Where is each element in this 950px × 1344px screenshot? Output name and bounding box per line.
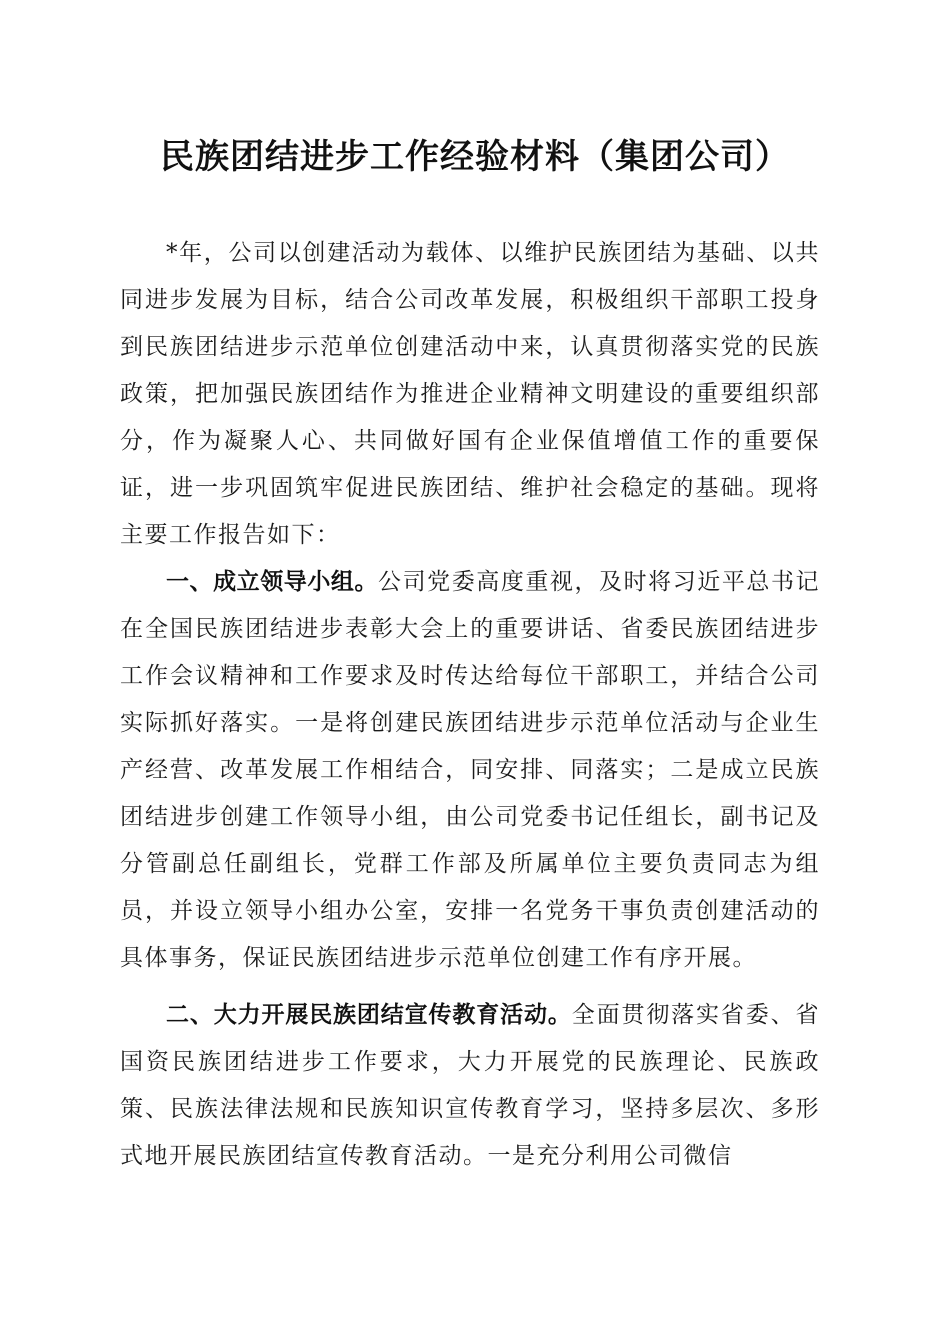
section-2-text: 全面贯彻落实省委、省国资民族团结进步工作要求，大力开展党的民族理论、民族政策、民族法律法规和民族知识宣传教育学习，坚持多层次、多形式地开展民族团结宣传教育活动。一是充分利用公司微信 xyxy=(120,1002,821,1169)
section-1-heading: 一、成立领导小组。 xyxy=(166,569,379,595)
section-1-paragraph xyxy=(120,559,820,982)
section-2-heading: 二、大力开展民族团结宣传教育活动。 xyxy=(166,1002,572,1028)
section-2-paragraph xyxy=(120,992,820,1180)
section-1-text: 公司党委高度重视，及时将习近平总书记在全国民族团结进步表彰大会上的重要讲话、省委民族团结进步工作会议精神和工作要求及时传达给每位干部职工，并结合公司实际抓好落实。一是将创建民族团结进步示范单位活动与企业生产经营、改革发展工作相结合，同安排、同落实；二是成立民族团结进步创建工作领导小组，由公司党委书记任组长，副书记及分管副总任副组长，党群工作部及所属单位主要负责同志为组员，并设立领导小组办公室，安排一名党务干事负责创建活动的具体事务，保证民族团结进步示范单位创建工作有序开展。 xyxy=(120,569,821,971)
document-title: 民族团结进步工作经验材料（集团公司） xyxy=(160,137,790,177)
document-body xyxy=(120,230,820,1180)
intro-paragraph: *年，公司以创建活动为载体、以维护民族团结为基础、以共同进步发展为目标，结合公司改革发展，积极组织干部职工投身到民族团结进步示范单位创建活动中来，认真贯彻落实党的民族政策，把加强民族团结作为推进企业精神文明建设的重要组织部分，作为凝聚人心、共同做好国有企业保值增值工作的重要保证，进一步巩固筑牢促进民族团结、维护社会稳定的基础。现将主要工作报告如下： xyxy=(120,240,820,548)
